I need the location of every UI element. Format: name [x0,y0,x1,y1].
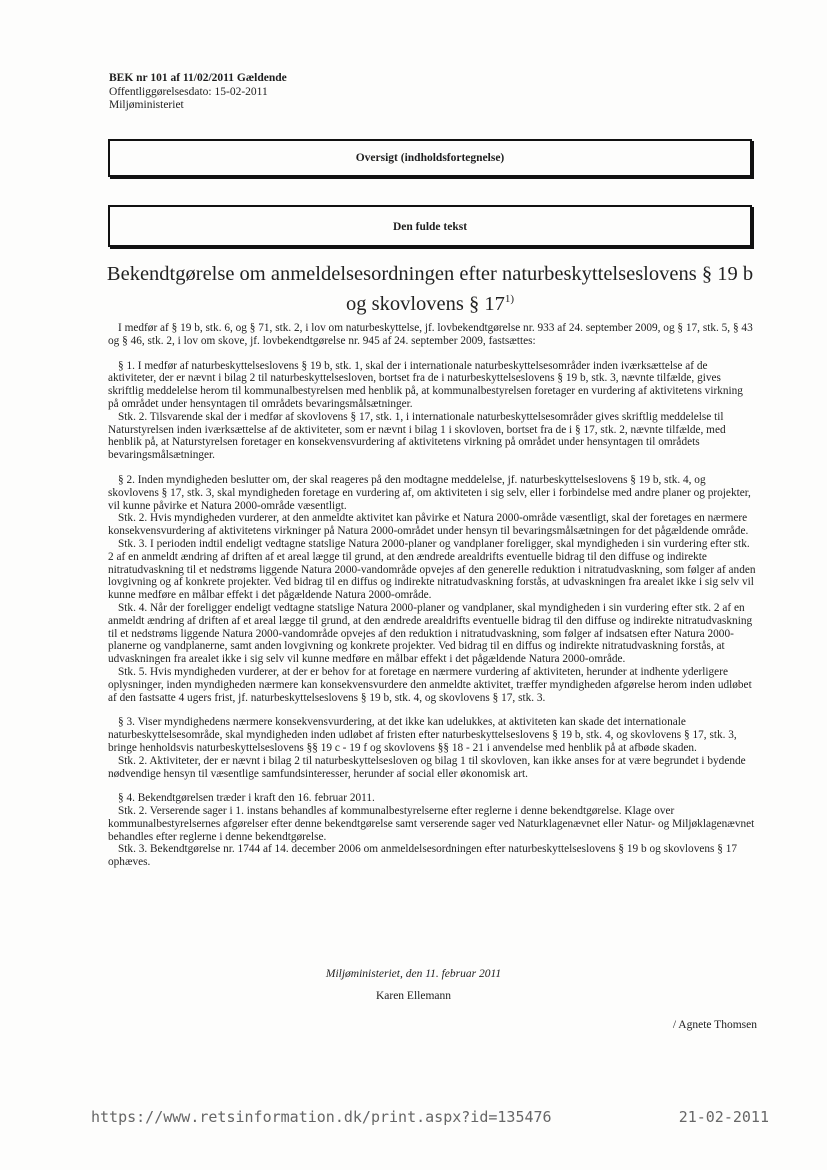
section-2-stk-3: Stk. 3. I perioden indtil endeligt vedtagne statslige Natura 2000-planer og vandplaner foreligger, skal myndigheden i sin vurdering efter stk. 2 af en anmeldt ændring af driften af et areal lægge til grund, at den ændrede arealdrifts eventuelle bidrag til den diffuse og indirekte nitratudvaskning til et nedstrøms liggende Natura 2000-vandområde opvejes af den generelle reduktion i nitratudvaskning, som følger af anden lovgivning og af konkrete projekter. Ved bidrag til en diffus og indirekte nitratudvaskning forstås, at udvaskningen fra arealet ikke i sig selv vil kunne medføre en målbar effekt i det pågældende Natura 2000-område. [108,537,756,602]
overview-box[interactable]: Oversigt (indholdsfortegnelse) [108,139,752,177]
signature-minister: Karen Ellemann [375,990,452,1002]
section-2-stk-2: Stk. 2. Hvis myndigheden vurderer, at den anmeldte aktivitet kan påvirke et Natura 2000-område væsentligt, skal der foretages en nærmere konsekvensvurdering af aktivitetens virkninger på Natura 2000-området under hensyn til bevaringsmålsætningen for det pågældende område. [108,512,749,538]
page-title [100,262,760,317]
section-3: § 3. Viser myndighedens nærmere konsekvensvurdering, at det ikke kan udelukkes, at aktiviteten kan skade det internationale naturbeskyttelsesområde, skal myndigheden inden udløbet af fristen efter naturbeskyttelseslovens § 19 b, stk. 4, og skovlovens § 17, stk. 3, bringe henholdsvis naturbeskyttelseslovens §§ 19 c - 19 f og skovlovens §§ 18 - 21 i anvendelse med henblik på at afbøde skaden. [108,716,737,754]
footer-date: 21-02-2011 [678,1108,769,1126]
document-body [108,322,756,869]
ministry: Miljøministeriet [109,99,184,111]
title-line-2: og skovlovens § 17 [345,292,505,315]
footer-url[interactable]: https://www.retsinformation.dk/print.aspx?id=135476 [91,1108,552,1126]
intro-paragraph: I medfør af § 19 b, stk. 6, og § 71, stk. 2, i lov om naturbeskyttelse, jf. lovbekendtgørelse nr. 933 af 24. september 2009, og § 17, stk. 5, § 43 og § 46, stk. 2, i lov om skove, jf. lovbekendtgørelse nr. 945 af 24. september 2009, fastsættes: [108,322,753,347]
section-3-stk-2: Stk. 2. Aktiviteter, der er nævnt i bilag 2 til naturbeskyttelsesloven og bilag 1 til skovloven, kan ikke anses for at være begrundet i bydende nødvendige hensyn til væsentlige samfundsinteresser, herunder af social eller økonomisk art. [108,754,746,780]
section-2-stk-5: Stk. 5. Hvis myndigheden vurderer, at der er behov for at foretage en nærmere vurdering af aktiviteten, herunder at indhente yderligere oplysninger, inden myndigheden nærmere kan konsekvensvurdere den anmeldte aktivitet, træffer myndigheden afgørelse herom inden udløbet af den fastsatte 4 ugers frist, jf. naturbeskyttelseslovens § 19 b, stk. 4, og skovlovens § 17, stk. 3. [108,665,752,704]
footnote-ref[interactable]: 1) [504,293,515,305]
section-4: § 4. Bekendtgørelsen træder i kraft den 16. februar 2011. [118,792,375,805]
section-2: § 2. Inden myndigheden beslutter om, der skal reageres på den modtagne meddelelse, jf. naturbeskyttelseslovens § 19 b, stk. 4, og skovlovens § 17, stk. 3, skal myndigheden foretage en vurdering af, om aktiviteten i sig selv, eller i forbindelse med andre planer og projekter, vil kunne påvirke et Natura 2000-område væsentligt. [108,473,751,512]
publication-date: Offentliggørelsesdato: 15-02-2011 [109,85,268,98]
document-header [109,72,287,113]
fulltext-box[interactable]: Den fulde tekst [108,205,752,247]
section-2-stk-4: Stk. 4. Når der foreligger endeligt vedtagne statslige Natura 2000-planer og vandplaner, skal myndigheden i sin vurdering efter stk. 2 af en anmeldt ændring af driften af et areal lægge til grund, at den ændrede arealdrifts eventuelle bidrag til den diffuse og indirekte nitratudvaskning til et nedstrøms liggende Natura 2000-vandområde opvejes af den reduktion i nitratudvaskning, som følger af indsatsen efter Natura 2000-planerne og vandplanerne, samt anden lovgivning og konkrete projekter. Ved bidrag til en diffus og indirekte nitratudvaskning forstås, at udvaskningen fra arealet ikke i sig selv vil kunne medføre en målbar effekt i det pågældende Natura 2000-område. [108,601,753,666]
signature-place-date: Miljøministeriet, den 11. februar 2011 [325,968,502,980]
section-1: § 1. I medfør af naturbeskyttelseslovens § 19 b, stk. 1, skal der i internationale naturbeskyttelsesområder inden iværksættelse af de aktiviteter, der er nævnt i bilag 2 til naturbeskyttelsesloven, bortset fra de i naturbeskyttelseslovens § 19 b, stk. 3, nævnte tilfælde, gives skriftlig meddelelse herom til kommunalbestyrelsen med henblik på, at kommunalbestyrelsen foretager en vurdering af aktivitetens virkning på området under hensyntagen til områdets bevaringsmålsætninger. [108,359,743,410]
title-line-1: Bekendtgørelse om anmeldelsesordningen efter naturbeskyttelseslovens § 19 b [106,263,754,285]
section-4-stk-3: Stk. 3. Bekendtgørelse nr. 1744 af 14. december 2006 om anmeldelsesordningen efter naturbeskyttelseslovens § 19 b og skovlovens § 17 ophæves. [108,843,738,869]
section-4-stk-2: Stk. 2. Verserende sager i 1. instans behandles af kommunalbestyrelserne efter reglerne i denne bekendtgørelse. Klage over kommunalbestyrelsernes afgørelser efter denne bekendtgørelse samt verserende sager ved Naturklagenævnet eller Natur- og Miljøklagenævnet behandles efter reglerne i denne bekendtgørelse. [108,805,755,843]
section-1-stk-2: Stk. 2. Tilsvarende skal der i medfør af skovlovens § 17, stk. 1, i internationale naturbeskyttelsesområder gives skriftlig meddelelse til Naturstyrelsen inden iværksættelse af de aktiviteter, som er nævnt i bilag 1 i skovloven, bortset fra de i § 17, stk. 2, nævnte tilfælde, med henblik på, at Naturstyrelsen foretager en konsekvensvurdering af aktivitetens virkning på området under hensyntagen til områdets bevaringsmålsætninger. [108,410,726,462]
document-id: BEK nr 101 af 11/02/2011 Gældende [109,72,287,84]
signature-official: / Agnete Thomsen [672,1019,757,1031]
